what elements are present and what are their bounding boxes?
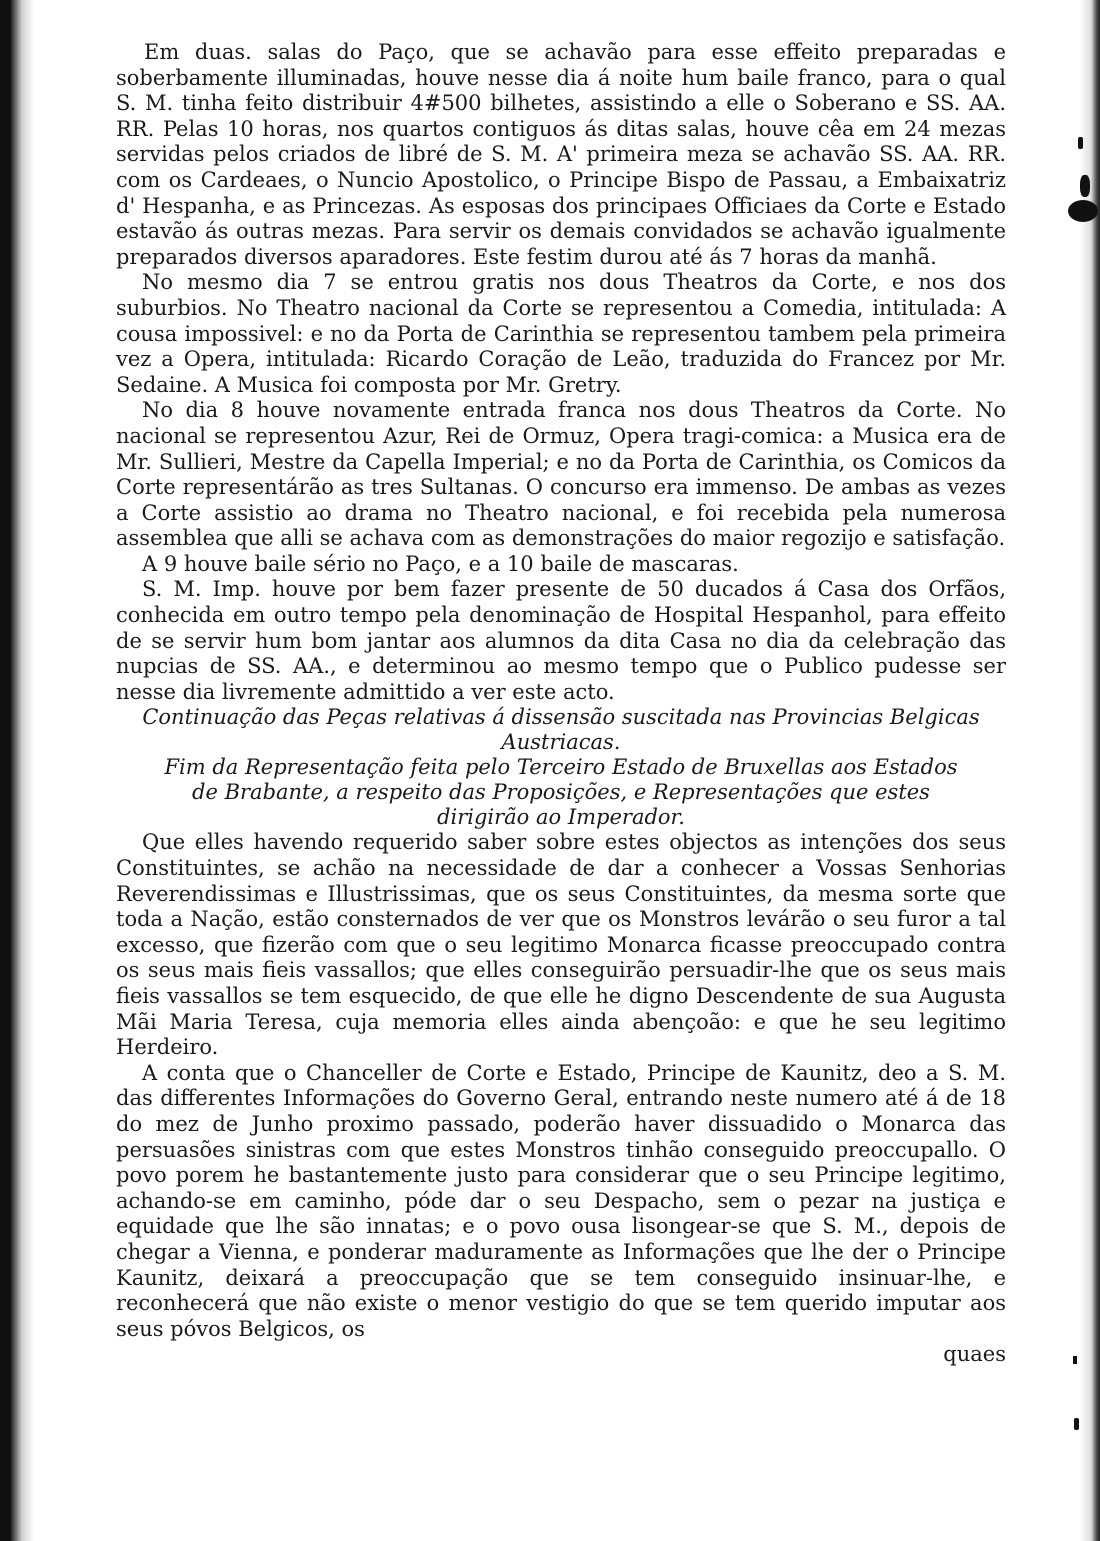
subsection-heading-line: de Brabante, a respeito das Proposições, e Representações que estes	[192, 780, 930, 805]
ink-blot	[1068, 200, 1098, 222]
paragraph-ball: Em duas. salas do Paço, que se achavão para esse effeito preparadas e soberbamente illuminadas, houve nesse dia á noite hum baile franco, para o qual S. M. tinha feito distribuir 4#500 bilhetes, assistindo a elle o Soberano e SS. AA. RR. Pelas 10 horas, nos quartos contiguos ás ditas salas, houve cêa em 24 mezas servidas pelos criados de libré de S. M. A' primeira meza se achavão SS. AA. RR. com os Cardeaes, o Nuncio Apostolico, o Principe Bispo de Passau, a Embaixatriz d' Hespanha, e as Princezas. As esposas dos principaes Officiaes da Corte e Estado estavão ás outras mezas. Para servir os demais convidados se achavão igualmente preparados diversos aparadores. Este festim durou até ás 7 horas da manhã.	[116, 40, 1006, 269]
ink-blot	[1078, 137, 1083, 149]
paragraph-balls: A 9 houve baile sério no Paço, e a 10 baile de mascaras.	[142, 551, 739, 576]
section-heading	[116, 705, 1006, 755]
scan-right-edge	[1080, 0, 1100, 1541]
paragraph-theatres-day8: No dia 8 houve novamente entrada franca nos dous Theatros da Corte. No nacional se representou Azur, Rei de Ormuz, Opera tragi-comica: a Musica era de Mr. Sullieri, Mestre da Capella Imperial; e no da Porta de Carinthia, os Comicos da Corte representárão as tres Sultanas. O concurso era immenso. De ambas as vezes a Corte assistio ao drama no Theatro nacional, e foi recebida pela numerosa assemblea que alli se achava com as demonstrações do maior regozijo e satisfação.	[116, 398, 1006, 551]
scan-left-edge	[0, 0, 34, 1541]
paragraph-orphans: S. M. Imp. houve por bem fazer presente de 50 ducados á Casa dos Orfãos, conhecida em outro tempo pela denominação de Hospital Hespanhol, para effeito de se servir hum bom jantar aos alumnos da dita Casa no dia da celebração das nupcias de SS. AA., e determinou ao mesmo tempo que o Publico pudesse ser nesse dia livremente admittido a ver este acto.	[116, 577, 1006, 704]
ink-blot	[1074, 1418, 1079, 1430]
subsection-heading-line: Fim da Representação feita pelo Terceiro Estado de Bruxellas aos Estados	[164, 755, 958, 780]
paragraph-kaunitz: A conta que o Chanceller de Corte e Estado, Principe de Kaunitz, deo a S. M. das differentes Informações do Governo Geral, entrando neste numero até á de 18 do mez de Junho proximo passado, poderão haver dissuadido o Monarca das persuasões sinistras com que estes Monstros tinhão conseguido preoccupallo. O povo porem he bastantemente justo para considerar que o seu Principe legitimo, achando-se em caminho, póde dar o seu Despacho, sem o pezar na justiça e equidade que lhe são innatas; e o povo ousa lisongear-se que S. M., depois de chegar a Vienna, e ponderar maduramente as Informações que lhe der o Principe Kaunitz, deixará a preoccupação que se tem conseguido insinuar-lhe, e reconhecerá que não existe o menor vestigio do que se tem querido imputar aos seus póvos Belgicos, os	[116, 1060, 1006, 1341]
subsection-heading	[116, 755, 1006, 830]
subsection-heading-line: dirigirão ao Imperador.	[437, 805, 685, 830]
ink-blot	[1073, 1356, 1077, 1364]
section-heading-line: Austriacas.	[501, 730, 621, 755]
ink-blot	[1080, 175, 1090, 197]
paragraph-representation: Que elles havendo requerido saber sobre estes objectos as intenções dos seus Constituintes, se achão na necessidade de dar a conhecer a Vossas Senhorias Reverendissimas e Illustrissimas, que os seus Constituintes, da mesma sorte que toda a Nação, estão consternados de ver que os Monstros levárão o seu furor a tal excesso, que fizerão com que o seu legitimo Monarca ficasse preoccupado contra os seus mais fieis vassallos; que elles conseguirão persuadir-lhe que os seus mais fieis vassallos se tem esquecido, de que elle he digno Descendente de sua Augusta Mãi Maria Teresa, cuja memoria elles ainda abençoão: e que he seu legitimo Herdeiro.	[116, 830, 1006, 1060]
section-heading-line: Continuação das Peças relativas á dissensão suscitada nas Provincias Belgicas	[142, 705, 980, 730]
paragraph-theatres-day7: No mesmo dia 7 se entrou gratis nos dous Theatros da Corte, e nos dos suburbios. No Theatro nacional da Corte se representou a Comedia, intitulada: A cousa impossivel: e no da Porta de Carinthia se representou tambem pela primeira vez a Opera, intitulada: Ricardo Coração de Leão, traduzida do Francez por Mr. Sedaine. A Musica foi composta por Mr. Gretry.	[116, 270, 1006, 397]
page-text	[116, 40, 1006, 1368]
catchword: quaes	[943, 1342, 1006, 1367]
